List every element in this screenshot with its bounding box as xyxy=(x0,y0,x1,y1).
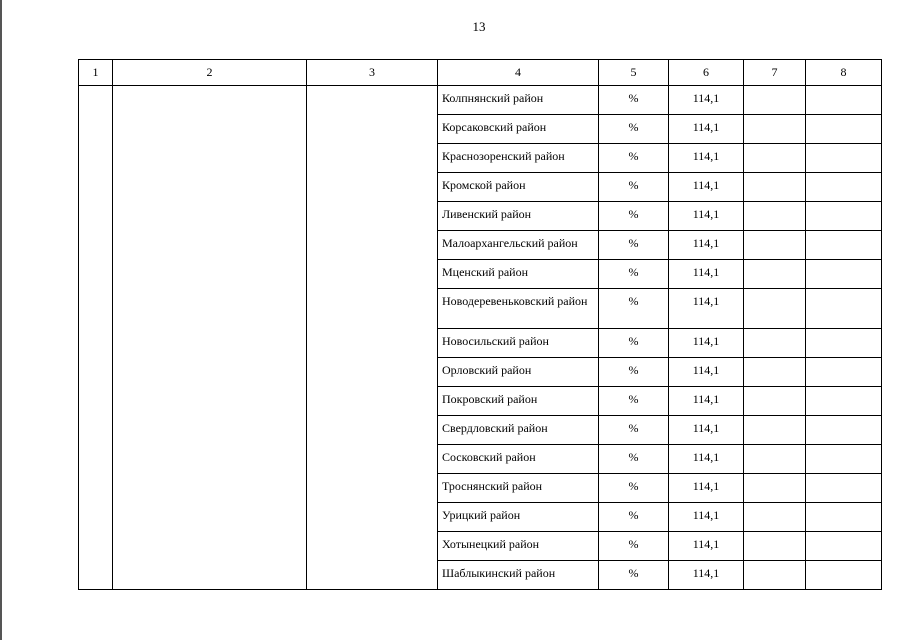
value-cell: 114,1 xyxy=(669,202,744,231)
indicator-table xyxy=(78,59,882,590)
region-cell: Покровский район xyxy=(438,387,599,416)
region-cell: Мценский район xyxy=(438,260,599,289)
col-8-cell xyxy=(806,115,882,144)
region-cell: Новосильский район xyxy=(438,329,599,358)
region-cell: Кромской район xyxy=(438,173,599,202)
col-7-cell xyxy=(744,329,806,358)
column-header: 6 xyxy=(669,60,744,86)
unit-cell: % xyxy=(599,445,669,474)
unit-cell: % xyxy=(599,144,669,173)
value-cell: 114,1 xyxy=(669,86,744,115)
col-7-cell xyxy=(744,387,806,416)
col-8-cell xyxy=(806,503,882,532)
col-8-cell xyxy=(806,289,882,329)
table-row xyxy=(79,86,882,115)
value-cell: 114,1 xyxy=(669,260,744,289)
value-cell: 114,1 xyxy=(669,474,744,503)
table-body xyxy=(79,86,882,590)
col-1-cell xyxy=(79,86,113,590)
col-7-cell xyxy=(744,289,806,329)
col-7-cell xyxy=(744,416,806,445)
value-cell: 114,1 xyxy=(669,115,744,144)
unit-cell: % xyxy=(599,358,669,387)
unit-cell: % xyxy=(599,387,669,416)
col-7-cell xyxy=(744,144,806,173)
col-8-cell xyxy=(806,86,882,115)
value-cell: 114,1 xyxy=(669,173,744,202)
col-3-cell xyxy=(307,86,438,590)
col-8-cell xyxy=(806,445,882,474)
col-8-cell xyxy=(806,561,882,590)
value-cell: 114,1 xyxy=(669,329,744,358)
region-cell: Хотынецкий район xyxy=(438,532,599,561)
unit-cell: % xyxy=(599,474,669,503)
col-8-cell xyxy=(806,358,882,387)
region-cell: Сосковский район xyxy=(438,445,599,474)
region-cell: Корсаковский район xyxy=(438,115,599,144)
col-8-cell xyxy=(806,329,882,358)
header-row xyxy=(79,60,882,86)
col-7-cell xyxy=(744,532,806,561)
value-cell: 114,1 xyxy=(669,144,744,173)
page-edge-line xyxy=(0,0,2,640)
col-8-cell xyxy=(806,144,882,173)
value-cell: 114,1 xyxy=(669,445,744,474)
value-cell: 114,1 xyxy=(669,289,744,329)
region-cell: Новодеревеньковский район xyxy=(438,289,599,329)
value-cell: 114,1 xyxy=(669,416,744,445)
col-7-cell xyxy=(744,358,806,387)
col-8-cell xyxy=(806,532,882,561)
page-number: 13 xyxy=(472,19,486,34)
col-7-cell xyxy=(744,445,806,474)
col-7-cell xyxy=(744,231,806,260)
unit-cell: % xyxy=(599,503,669,532)
region-cell: Малоархангельский район xyxy=(438,231,599,260)
value-cell: 114,1 xyxy=(669,503,744,532)
col-8-cell xyxy=(806,202,882,231)
col-8-cell xyxy=(806,416,882,445)
column-header: 8 xyxy=(806,60,882,86)
col-7-cell xyxy=(744,561,806,590)
unit-cell: % xyxy=(599,173,669,202)
col-7-cell xyxy=(744,115,806,144)
value-cell: 114,1 xyxy=(669,387,744,416)
col-8-cell xyxy=(806,173,882,202)
region-cell: Ливенский район xyxy=(438,202,599,231)
value-cell: 114,1 xyxy=(669,358,744,387)
column-header: 2 xyxy=(113,60,307,86)
col-8-cell xyxy=(806,231,882,260)
col-2-cell xyxy=(113,86,307,590)
col-7-cell xyxy=(744,474,806,503)
col-7-cell xyxy=(744,173,806,202)
region-cell: Урицкий район xyxy=(438,503,599,532)
col-8-cell xyxy=(806,387,882,416)
col-7-cell xyxy=(744,503,806,532)
column-header: 5 xyxy=(599,60,669,86)
unit-cell: % xyxy=(599,416,669,445)
unit-cell: % xyxy=(599,86,669,115)
col-8-cell xyxy=(806,260,882,289)
region-cell: Колпнянский район xyxy=(438,86,599,115)
region-cell: Шаблыкинский район xyxy=(438,561,599,590)
col-7-cell xyxy=(744,202,806,231)
column-header: 1 xyxy=(79,60,113,86)
region-cell: Краснозоренский район xyxy=(438,144,599,173)
region-cell: Троснянский район xyxy=(438,474,599,503)
col-8-cell xyxy=(806,474,882,503)
unit-cell: % xyxy=(599,289,669,329)
unit-cell: % xyxy=(599,202,669,231)
unit-cell: % xyxy=(599,231,669,260)
unit-cell: % xyxy=(599,115,669,144)
value-cell: 114,1 xyxy=(669,231,744,260)
unit-cell: % xyxy=(599,260,669,289)
value-cell: 114,1 xyxy=(669,561,744,590)
column-header: 3 xyxy=(307,60,438,86)
region-cell: Свердловский район xyxy=(438,416,599,445)
unit-cell: % xyxy=(599,561,669,590)
col-7-cell xyxy=(744,86,806,115)
col-7-cell xyxy=(744,260,806,289)
column-header: 7 xyxy=(744,60,806,86)
column-header: 4 xyxy=(438,60,599,86)
unit-cell: % xyxy=(599,329,669,358)
region-cell: Орловский район xyxy=(438,358,599,387)
value-cell: 114,1 xyxy=(669,532,744,561)
unit-cell: % xyxy=(599,532,669,561)
